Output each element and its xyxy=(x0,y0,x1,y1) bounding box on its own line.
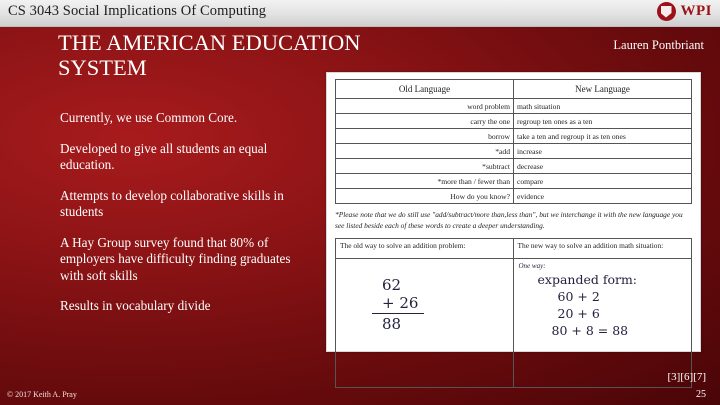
copyright-notice: © 2017 Keith A. Pray xyxy=(7,390,77,399)
cell-old: word problem xyxy=(336,99,514,114)
handout-examples xyxy=(335,238,692,388)
list-item: Developed to give all students an equal education. xyxy=(60,140,268,172)
table-header-row xyxy=(336,80,692,99)
cell-old: *add xyxy=(336,144,514,159)
reference-citations: [3][6][7] xyxy=(667,371,706,383)
addend-one: 62 xyxy=(382,276,402,295)
cell-old: *subtract xyxy=(336,159,514,174)
table-row xyxy=(336,189,692,204)
old-method-column xyxy=(336,239,514,387)
cell-old: *more than / fewer than xyxy=(336,174,514,189)
column-header-old-language: Old Language xyxy=(336,80,514,99)
author-name: Lauren Pontbriant xyxy=(613,38,704,52)
table-row xyxy=(336,129,692,144)
page-number: 25 xyxy=(696,389,706,400)
sum-value: 88 xyxy=(382,314,402,333)
wpi-shield-seal-icon xyxy=(657,2,676,21)
list-item: Attempts to develop collaborative skills in students xyxy=(60,187,284,219)
handout-image xyxy=(326,72,701,352)
bullet-list xyxy=(60,110,312,329)
cell-new: take a ten and regroup it as ten ones xyxy=(514,129,692,144)
new-method-work xyxy=(514,270,692,340)
cell-new: regroup ten ones as a ten xyxy=(514,114,692,129)
sum-rule-line xyxy=(372,313,424,314)
list-item: Results in vocabulary divide xyxy=(60,298,211,313)
cell-new: evidence xyxy=(514,189,692,204)
expanded-line-three: 80 + 8 = 88 xyxy=(551,323,629,339)
column-header-new-language: New Language xyxy=(514,80,692,99)
table-row xyxy=(336,144,692,159)
cell-new: decrease xyxy=(514,159,692,174)
cell-old: carry the one xyxy=(336,114,514,129)
wpi-logo xyxy=(657,2,713,21)
old-method-heading: The old way to solve an addition problem: xyxy=(336,239,513,259)
table-row xyxy=(336,174,692,189)
table-row xyxy=(336,159,692,174)
handout-note: *Please note that we do still use "add/subtract/more than,less than", but we interchange it with the new language you see listed beside each of these words to create a deeper understanding. xyxy=(335,210,683,230)
expanded-line-two: 20 + 6 xyxy=(557,306,600,322)
course-title: CS 3043 Social Implications Of Computing xyxy=(8,3,267,19)
expanded-form-label: expanded form: xyxy=(537,272,638,288)
cell-new: math situation xyxy=(514,99,692,114)
new-method-column xyxy=(514,239,692,387)
list-item: Currently, we use Common Core. xyxy=(60,110,238,125)
table-row xyxy=(336,114,692,129)
list-item: A Hay Group survey found that 80% of employers have difficulty finding graduates with soft skills xyxy=(60,234,291,283)
new-method-subnote: One way: xyxy=(518,262,546,271)
addend-two: + 26 xyxy=(382,293,419,312)
cell-new: compare xyxy=(514,174,692,189)
language-comparison-table xyxy=(335,79,692,204)
new-method-heading: The new way to solve an addition math situation: xyxy=(514,239,692,259)
expanded-line-one: 60 + 2 xyxy=(557,289,600,305)
old-method-work xyxy=(336,259,513,333)
table-row xyxy=(336,99,692,114)
page-title: THE AMERICAN EDUCATION SYSTEM xyxy=(58,30,361,81)
cell-old: borrow xyxy=(336,129,514,144)
cell-new: increase xyxy=(514,144,692,159)
wpi-logo-text: WPI xyxy=(680,3,712,19)
cell-old: How do you know? xyxy=(336,189,514,204)
